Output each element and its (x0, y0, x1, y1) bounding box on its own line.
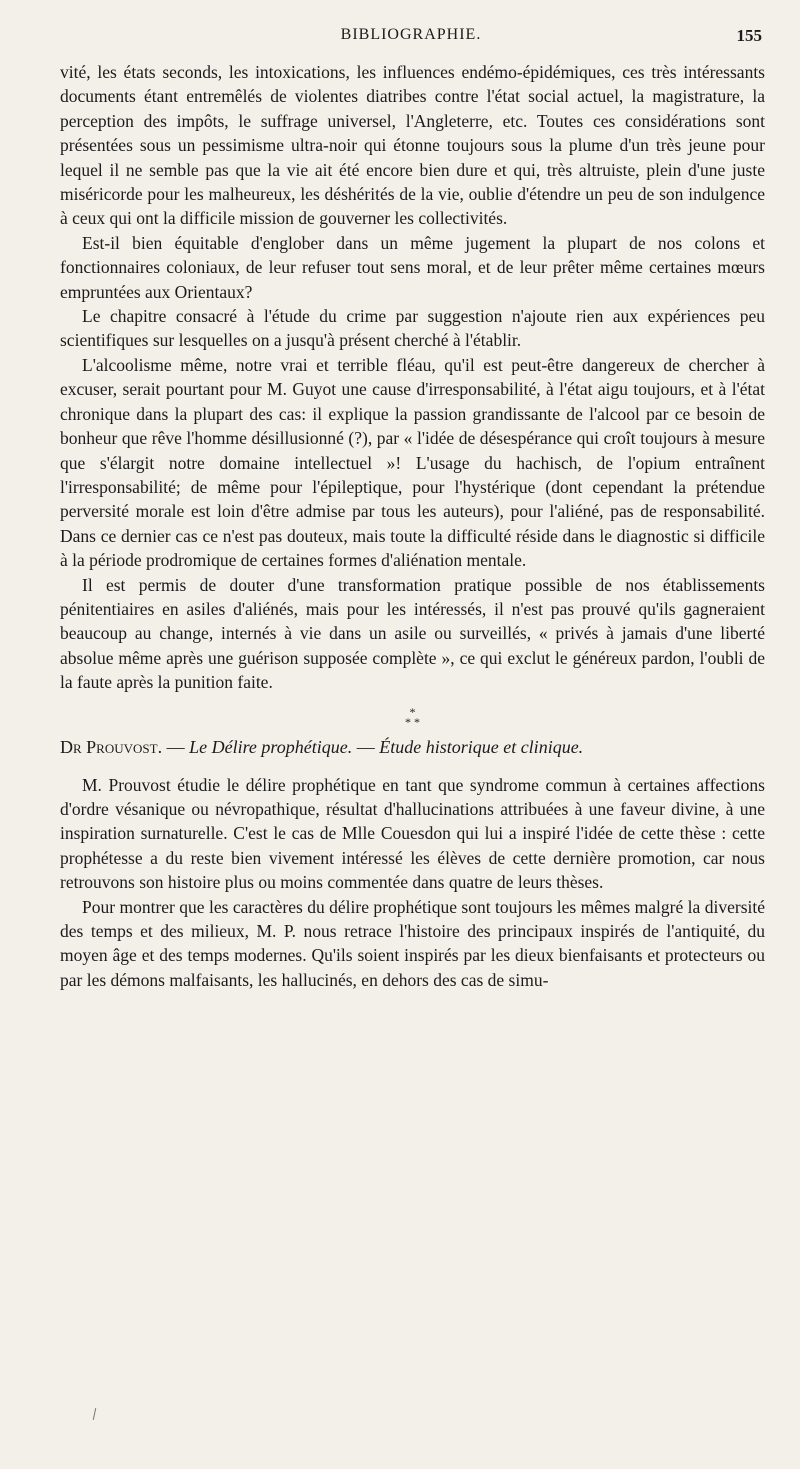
section-asterism (60, 704, 765, 729)
running-title: BIBLIOGRAPHIE. (340, 26, 482, 43)
review-heading (60, 735, 765, 759)
review-title: Le Délire prophétique. (189, 736, 353, 757)
body-text (60, 60, 765, 992)
paragraph: Il est permis de douter d'une transformation pratique possible de nos établissements pénitentiaires en asiles d'aliénés, mais pour les intéressés, il n'est pas prouvé qu'ils gagneraient beaucoup au change, internés à vie dans un asile ou surveillés, « privés à jamais d'une liberté absolue même après une guérison supposée complète », ce qui exclut le généreux pardon, l'oubli de la faute après la punition faite. (60, 574, 765, 693)
asterism-bottom: * * (405, 714, 420, 729)
paragraph: M. Prouvost étudie le délire prophétique en tant que syndrome commun à certaines affections d'ordre vésanique ou névropathique, résultat d'hallucinations attribuées à une faveur divine, à une inspiration surnaturelle. C'est le cas de Mlle Couesdon qui lui a inspiré l'idée de cette thèse : cette prophétesse a du reste bien vivement intéressé les élèves de cette dernière promotion, car nous retrouvons son histoire plus ou moins commentée dans quatre de leurs thèses. (60, 774, 765, 893)
paragraph: Est-il bien équitable d'englober dans un même jugement la plupart de nos colons et fonctionnaires coloniaux, de leur refuser tout sens moral, et de leur prêter même certaines mœurs empruntées aux Orientaux? (60, 232, 765, 302)
paragraph: Le chapitre consacré à l'étude du crime par suggestion n'ajoute rien aux expériences peu scientifiques sur lesquelles on a jusqu'à présent cherché à l'établir. (60, 306, 765, 351)
asterism-top: * (409, 704, 416, 719)
page-number: 155 (736, 26, 762, 45)
review-author: Dr Prouvost. (60, 736, 163, 757)
paragraph: L'alcoolisme même, notre vrai et terrible fléau, qu'il est peut-être dangereux de chercher à excuser, serait pourtant pour M. Guyot une cause d'irresponsabilité, à l'état aigu toujours, et à l'état chronique dans la plupart des cas: il explique la passion grandissante de l'alcool par ce besoin de bonheur que rêve l'homme désillusionné (?), par « l'idée de désespérance qui croît toujours à mesure que s'élargit notre domaine intellectuel »! L'usage du hachisch, de l'opium entraînent l'irresponsabilité; de même pour l'épileptique, pour l'hystérique (dont cependant la prétendue perversité morale est loin d'être admise par tous les auteurs), pour l'aliéné, pas de responsabilité. Dans ce dernier cas ce n'est pas douteux, mais toute la difficulté réside dans le diagnostic si difficile à la période prodromique de certaines formes d'aliénation mentale. (60, 354, 765, 571)
paragraph: Pour montrer que les caractères du délire prophétique sont toujours les mêmes malgré la diversité des temps et des milieux, M. P. nous retrace l'histoire des principaux inspirés de l'antiquité, du moyen âge et des temps modernes. Qu'ils soient inspirés par les dieux bienfaisants et protecteurs ou par les démons malfaisants, les hallucinés, en dehors des cas de simu- (60, 896, 765, 990)
stray-mark (93, 1408, 96, 1420)
running-head (60, 26, 762, 50)
heading-separator: — (352, 736, 380, 757)
heading-separator: — (162, 736, 190, 757)
paragraph: vité, les états seconds, les intoxications, les influences endémo-épidémiques, ces très intéressants documents étant entremêlés de violentes diatribes contre l'état social actuel, la magistrature, la perception des impôts, le suffrage universel, l'Angleterre, etc. Toutes ces considérations sont présentées sous un pessimisme ultra-noir qui étonne toujours sous la plume d'un très jeune pour lequel il ne semble pas que la vie ait été encore bien dure et qui, très altruiste, plein d'une juste miséricorde pour les malheureux, les déshérités de la vie, oublie d'étendre un peu de son indulgence à ceux qui ont la difficile mission de gouverner les collectivités. (60, 62, 765, 229)
review-subtitle: Étude historique et clinique. (379, 736, 584, 757)
